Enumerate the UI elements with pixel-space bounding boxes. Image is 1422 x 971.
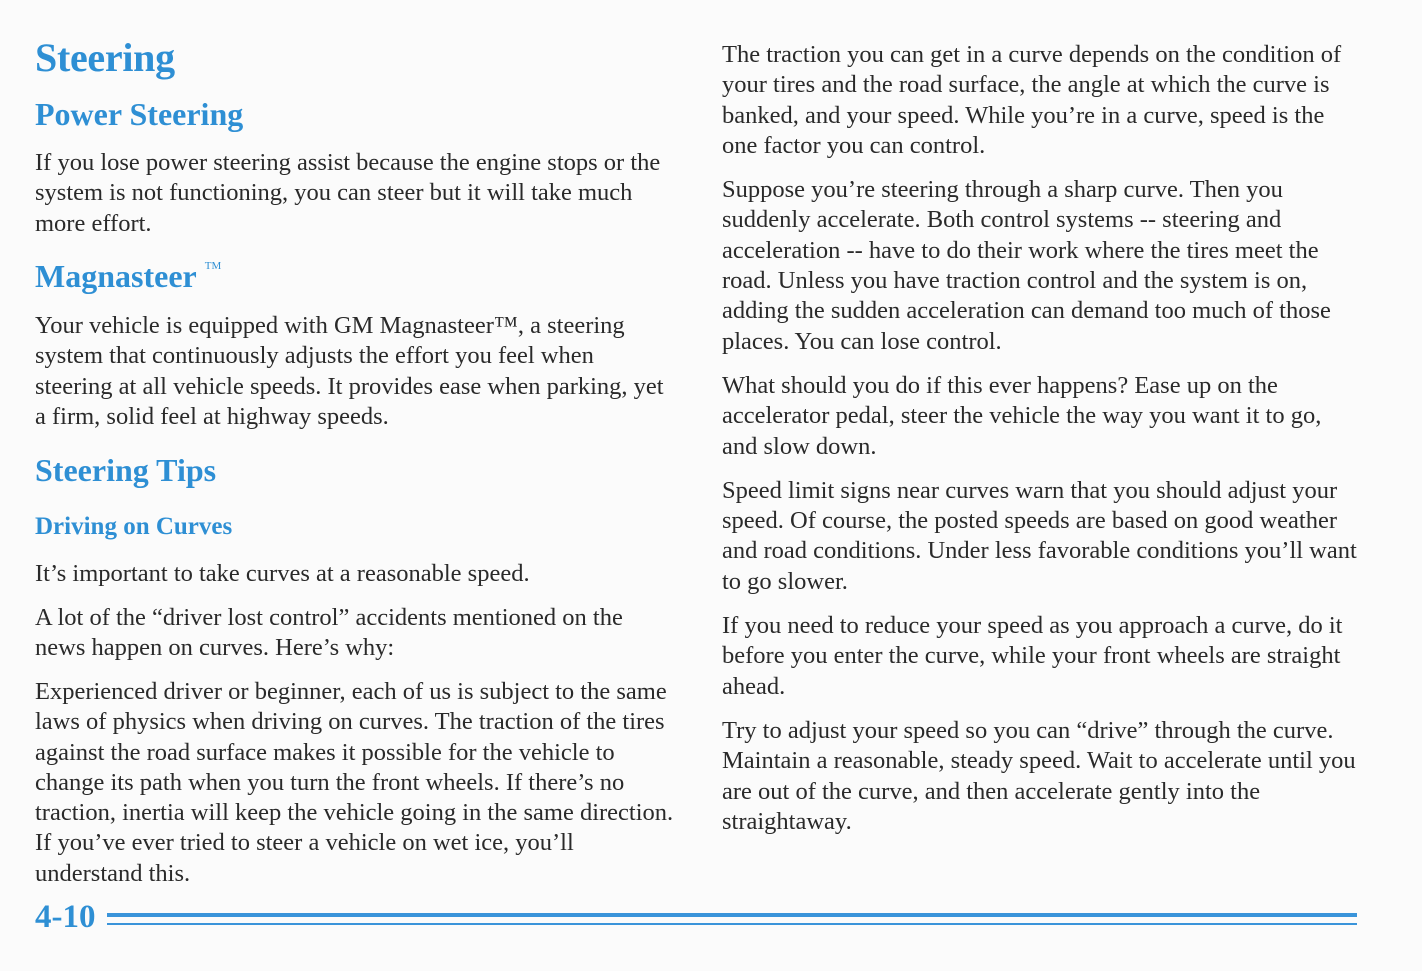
curves-paragraph-3: Experienced driver or beginner, each of us is subject to the same laws of physics when driving on curves. The traction of the tires against the road surface makes it possible for the vehicle to change its path when you turn the front wheels. If there’s no traction, inertia will keep the vehicle going in the same direction. If you’ve ever tried to steer a vehicle on wet ice, you’ll understand this.	[35, 678, 674, 887]
footer-rule-thin	[107, 923, 1357, 925]
adjust-speed-paragraph: Try to adjust your speed so you can “drive” through the curve. Maintain a reasonable, steady speed. Wait to accelerate until you are out of the curve, and then accelerate gently into the straightaway.	[722, 716, 1356, 835]
power-steering-paragraph: If you lose power steering assist because the engine stops or the system is not functioning, you can steer but it will take much more effort.	[35, 149, 661, 237]
trademark-mark: TM	[204, 260, 222, 272]
curves-paragraph-1: It’s important to take curves at a reasonable speed.	[35, 560, 530, 587]
right-column	[722, 40, 1362, 851]
sharp-curve-paragraph: Suppose you’re steering through a sharp curve. Then you suddenly accelerate. Both control systems -- steering and acceleration -- have to do their work where the tires meet the road. Unless you have traction control and the system is on, adding the sudden acceleration can demand too much of those places. You can lose control.	[722, 176, 1331, 355]
speed-limit-signs-paragraph: Speed limit signs near curves warn that you should adjust your speed. Of course, the posted speeds are based on good weather and road conditions. Under less favorable conditions you’ll want to go slower.	[722, 476, 1357, 595]
steering-tips-heading: Steering Tips	[35, 452, 217, 488]
curves-paragraph-2: A lot of the “driver lost control” accidents mentioned on the news happen on curves. Here’s why:	[35, 604, 623, 662]
page-title: Steering	[35, 35, 175, 80]
page-footer	[35, 897, 1360, 937]
page-number: 4-10	[35, 899, 96, 935]
reduce-speed-paragraph: If you need to reduce your speed as you approach a curve, do it before you enter the curve, while your front wheels are straight ahead.	[722, 612, 1343, 700]
magnasteer-heading-text: Magnasteer	[35, 258, 197, 294]
footer-rule-thick	[107, 913, 1357, 917]
power-steering-heading: Power Steering	[35, 96, 244, 132]
what-to-do-paragraph: What should you do if this ever happens? Ease up on the accelerator pedal, steer the vehicle the way you want it to go, and slow down.	[722, 371, 1322, 460]
magnasteer-paragraph: Your vehicle is equipped with GM Magnasteer™, a steering system that continuously adjusts the effort you feel when steering at all vehicle speeds. It provides ease when parking, yet a firm, solid feel at highway speeds.	[35, 312, 664, 430]
driving-on-curves-subheading: Driving on Curves	[35, 513, 233, 540]
magnasteer-heading	[35, 258, 221, 295]
traction-paragraph: The traction you can get in a curve depends on the condition of your tires and the road surface, the angle at which the curve is banked, and your speed. While you’re in a curve, speed is the one factor you can control.	[722, 41, 1342, 159]
